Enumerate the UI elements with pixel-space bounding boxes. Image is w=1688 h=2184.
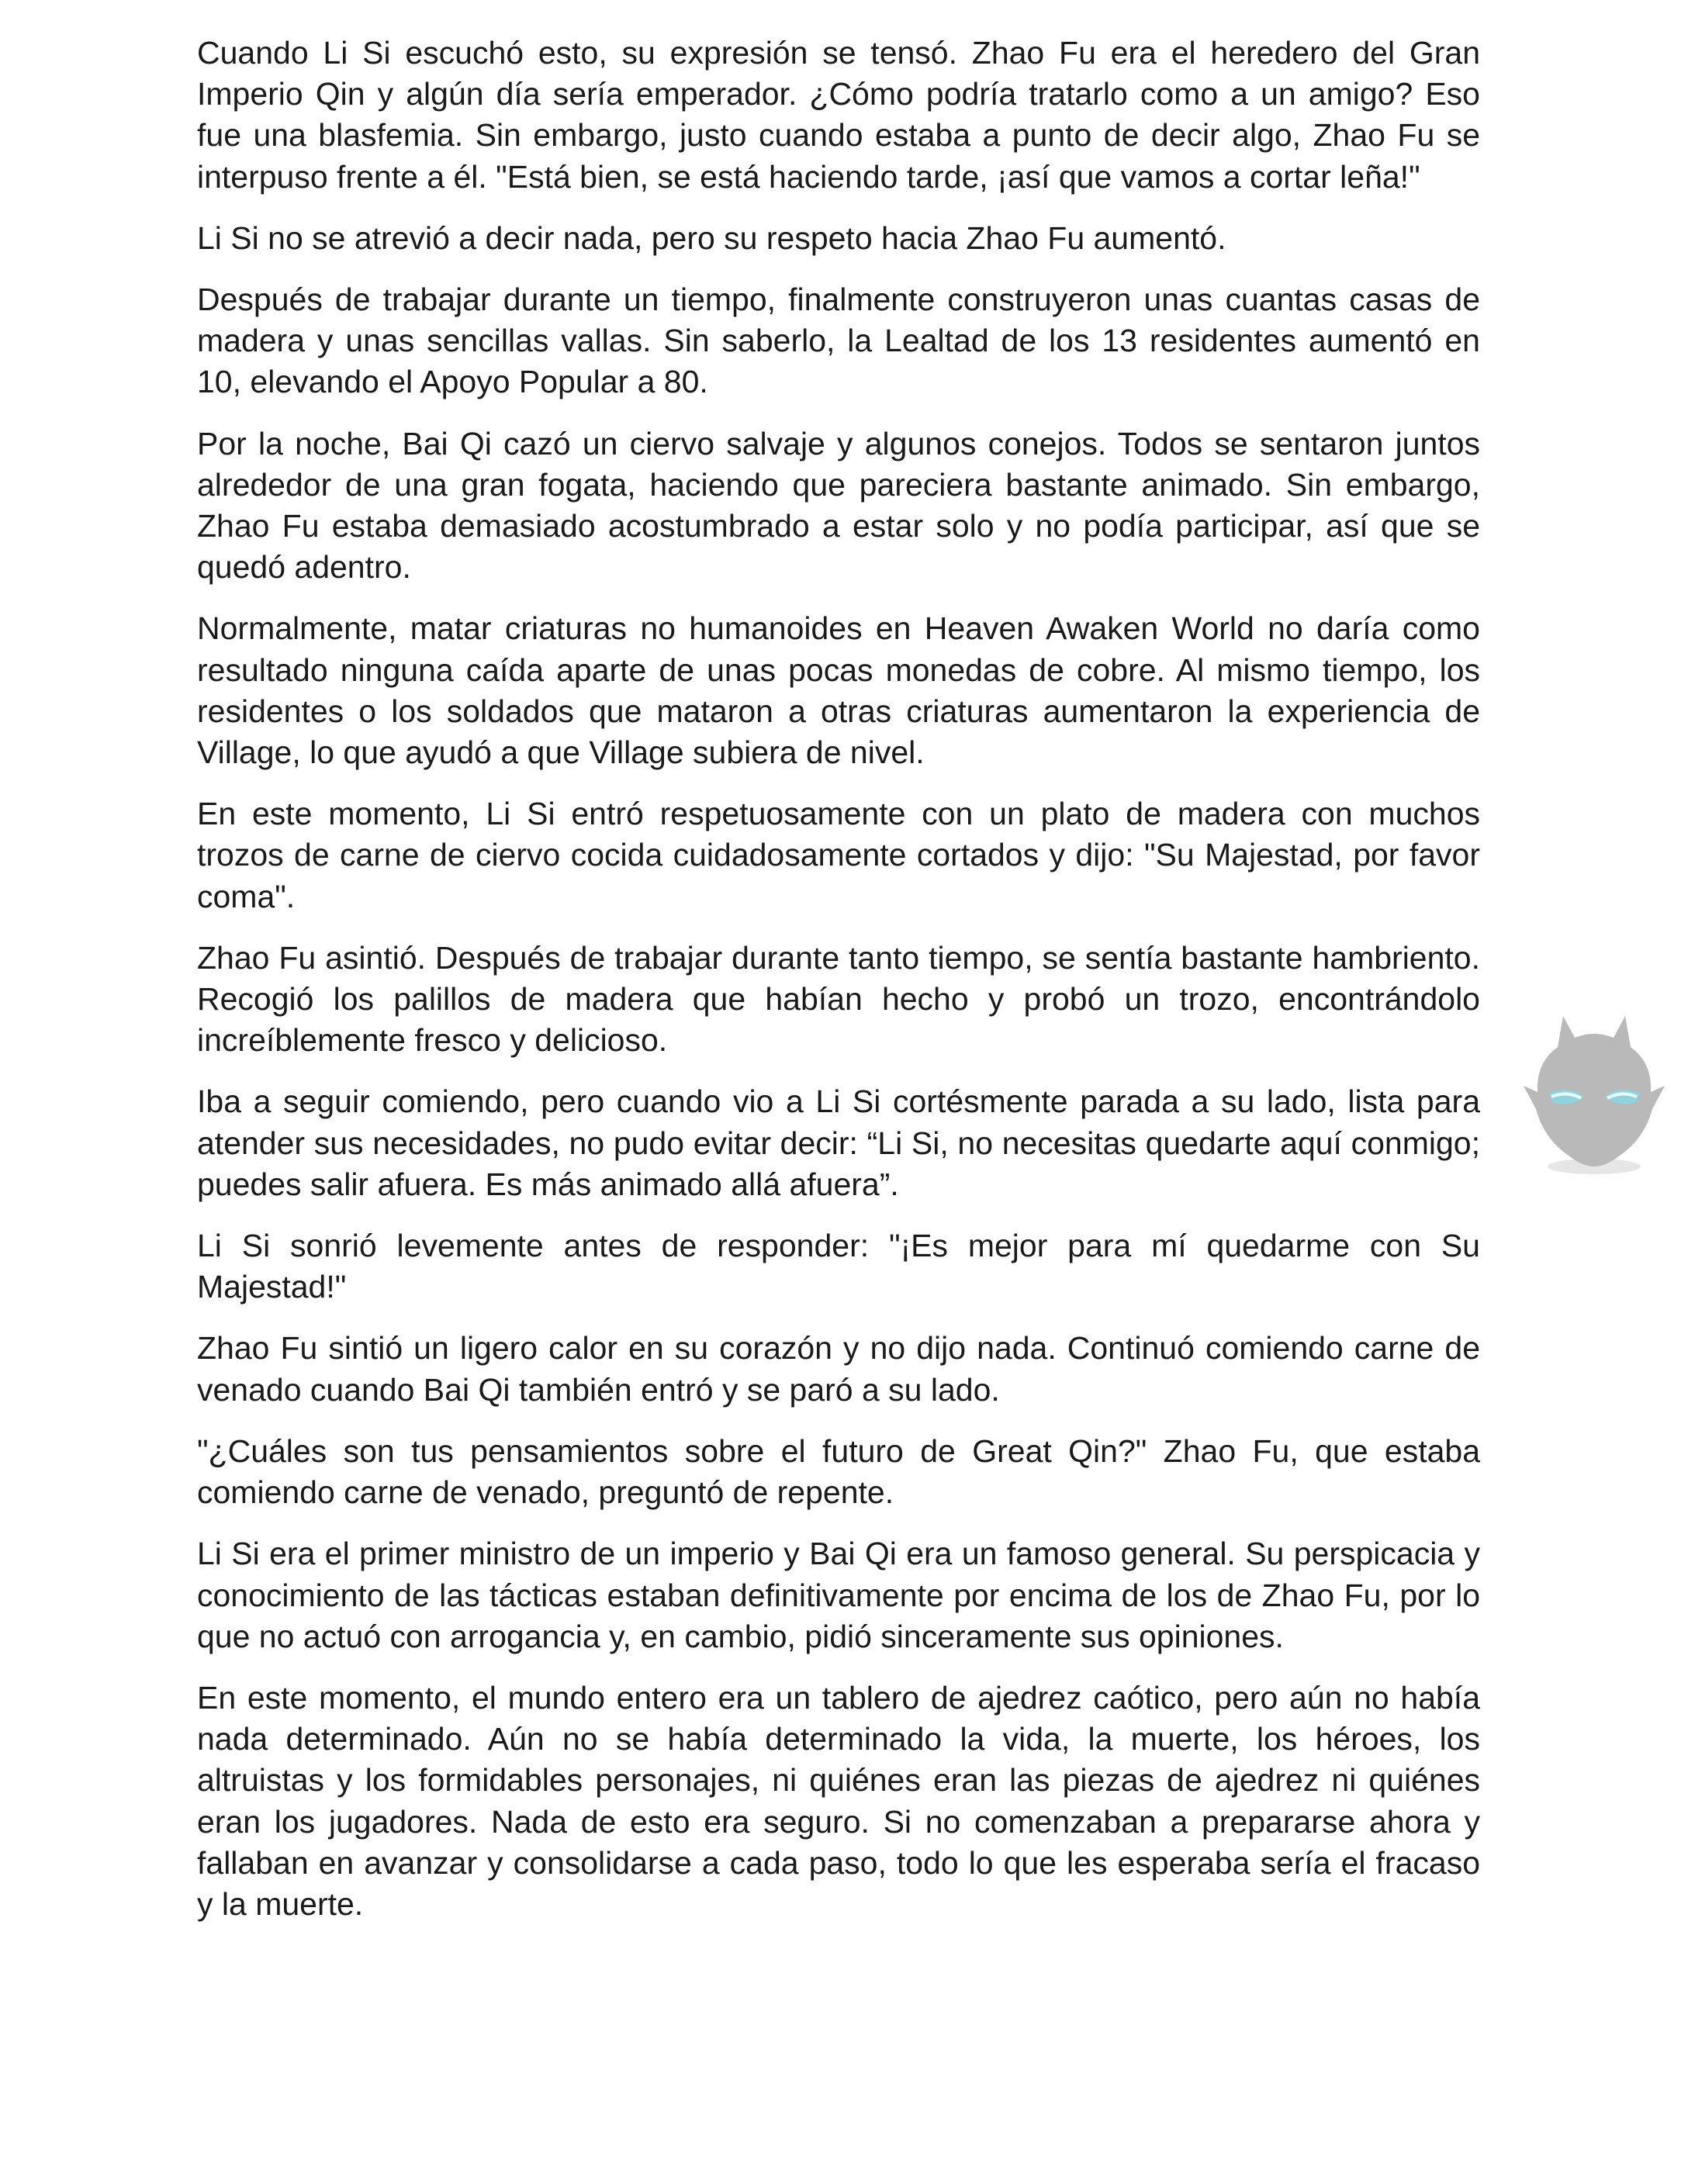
paragraph-6: En este momento, Li Si entró respetuosamente con un plato de madera con muchos trozos de carne de ciervo cocida cuidadosamente cortados y dijo: "Su Majestad, por favor coma". [197,796,1480,914]
paragraph-3: Después de trabajar durante un tiempo, finalmente construyeron unas cuantas casas de madera y unas sencillas vallas. Sin saberlo, la Lealtad de los 13 residentes aumentó en 10, elevando el Apoyo Popular a 80. [197,282,1480,400]
paragraph-12: Li Si era el primer ministro de un imperio y Bai Qi era un famoso general. Su perspicacia y conocimiento de las tácticas estaban definitivamente por encima de los de Zhao Fu, por lo que no actuó con arrogancia y, en cambio, pidió sinceramente sus opiniones. [197,1536,1480,1654]
paragraph-7: Zhao Fu asintió. Después de trabajar durante tanto tiempo, se sentía bastante hambriento. Recogió los palillos de madera que habían hecho y probó un trozo, encontrándolo increíblemente fresco y delicioso. [197,939,1480,1059]
paragraph-4: Por la noche, Bai Qi cazó un ciervo salvaje y algunos conejos. Todos se sentaron juntos alrededor de una gran fogata, haciendo que pareciera bastante animado. Sin embargo, Zhao Fu estaba demasiado acostumbrado a estar solo y no podía participar, así que se quedó adentro. [197,425,1480,586]
paragraph-2: Li Si no se atrevió a decir nada, pero su respeto hacia Zhao Fu aumentó. [197,219,1226,256]
paragraph-5: Normalmente, matar criaturas no humanoides en Heaven Awaken World no daría como resultado ninguna caída aparte de unas pocas monedas de cobre. Al mismo tiempo, los residentes o los soldados que mataron a otras criaturas aumentaron la experiencia de Village, lo que ayudó a que Village subiera de nivel. [197,610,1480,771]
paragraph-13: En este momento, el mundo entero era un tablero de ajedrez caótico, pero aún no había nada determinado. Aún no se había determinado la vida, la muerte, los héroes, los altruistas y los formidables personajes, ni quiénes eran las piezas de ajedrez ni quiénes eran los jugadores. Nada de esto era seguro. Si no comenzaban a prepararse ahora y fallaban en avanzar y consolidarse a cada paso, todo lo que les esperaba sería el fracaso y la muerte. [197,1679,1480,1922]
paragraph-1: Cuando Li Si escuchó esto, su expresión se tensó. Zhao Fu era el heredero del Gran Imperio Qin y algún día sería emperador. ¿Cómo podría tratarlo como a un amigo? Eso fue una blasfemia. Sin embargo, justo cuando estaba a punto de decir algo, Zhao Fu se interpuso frente a él. "Está bien, se está haciendo tarde, ¡así que vamos a cortar leña!" [197,35,1480,195]
paragraph-9: Li Si sonrió levemente antes de responder: "¡Es mejor para mí quedarme con Su Majestad!" [197,1228,1480,1305]
paragraph-11: "¿Cuáles son tus pensamientos sobre el futuro de Great Qin?" Zhao Fu, que estaba comiendo carne de venado, preguntó de repente. [197,1432,1480,1511]
paragraph-8: Iba a seguir comiendo, pero cuando vio a Li Si cortésmente parada a su lado, lista para atender sus necesidades, no pudo evitar decir: “Li Si, no necesitas quedarte aquí conmigo; puedes salir afuera. Es más animado allá afuera”. [197,1083,1480,1202]
demon-mascot-icon [1520,1000,1668,1183]
document-body [197,33,1480,1945]
paragraph-10: Zhao Fu sintió un ligero calor en su corazón y no dijo nada. Continuó comiendo carne de venado cuando Bai Qi también entró y se paró a su lado. [197,1330,1480,1408]
